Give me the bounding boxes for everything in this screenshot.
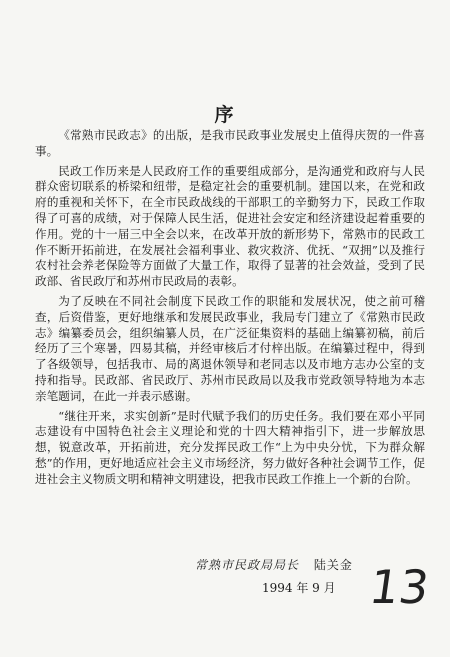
signature-role: 常熟市民政局局长 (195, 558, 300, 572)
paragraph-1: 《常熟市民政志》的出版，是我市民政事业发展史上值得庆贺的一件喜事。 (35, 128, 425, 158)
page-title: 序 (214, 104, 236, 126)
preface-body (35, 128, 425, 492)
paragraph-3: 为了反映在不同社会制度下民政工作的职能和发展状况，使之前可稽查，后资借鉴，更好地继承和发展民政事业，我局专门建立了《常熟市民政志》编纂委员会，组织编纂人员，在广泛征集资料的基础上编纂初稿，前后经历了三个寒暑，四易其稿，并经审核后才付梓出版。在编纂过程中，得到了各级领导，包括我市、局的离退休领导和老同志以及市地方志办公室的支持和指导。民政部、省民政厅、苏州市民政局以及我市党政领导特地为本志亲笔题词，在此一并表示感谢。 (35, 293, 425, 403)
paragraph-2: 民政工作历来是人民政府工作的重要组成部分，是沟通党和政府与人民群众密切联系的桥梁和纽带，是稳定社会的重要机制。建国以来，在党和政府的重视和关怀下，在全市民政战线的干部职工的辛勤努力下，民政工作取得了可喜的成绩，对于保障人民生活，促进社会安定和经济建设起着重要的作用。党的十一届三中全会以来，在改革开放的新形势下，常熟市的民政工作不断开拓前进，在发展社会福利事业、救灾救济、优抚、“双拥”以及推行农村社会养老保险等方面做了大量工作，取得了显著的社会效益，受到了民政部、省民政厅和苏州市民政局的表彰。 (35, 163, 425, 289)
signature-date: 1994 年 9 月 (262, 581, 336, 595)
signature-line (195, 556, 353, 573)
paragraph-4: “继往开来，求实创新”是时代赋予我们的历史任务。我们要在邓小平同志建设有中国特色社会主义理论和党的十四大精神指引下，进一步解放思想，锐意改革，开拓前进，充分发挥民政工作“上为中央分忧，下为群众解愁”的作用，更好地适应社会主义市场经济，努力做好各种社会调节工作，促进社会主义物质文明和精神文明建设，把我市民政工作推上一个新的台阶。 (35, 408, 425, 486)
handwritten-page-number: 13 (366, 560, 433, 614)
signature-name: 陆关金 (313, 558, 353, 572)
